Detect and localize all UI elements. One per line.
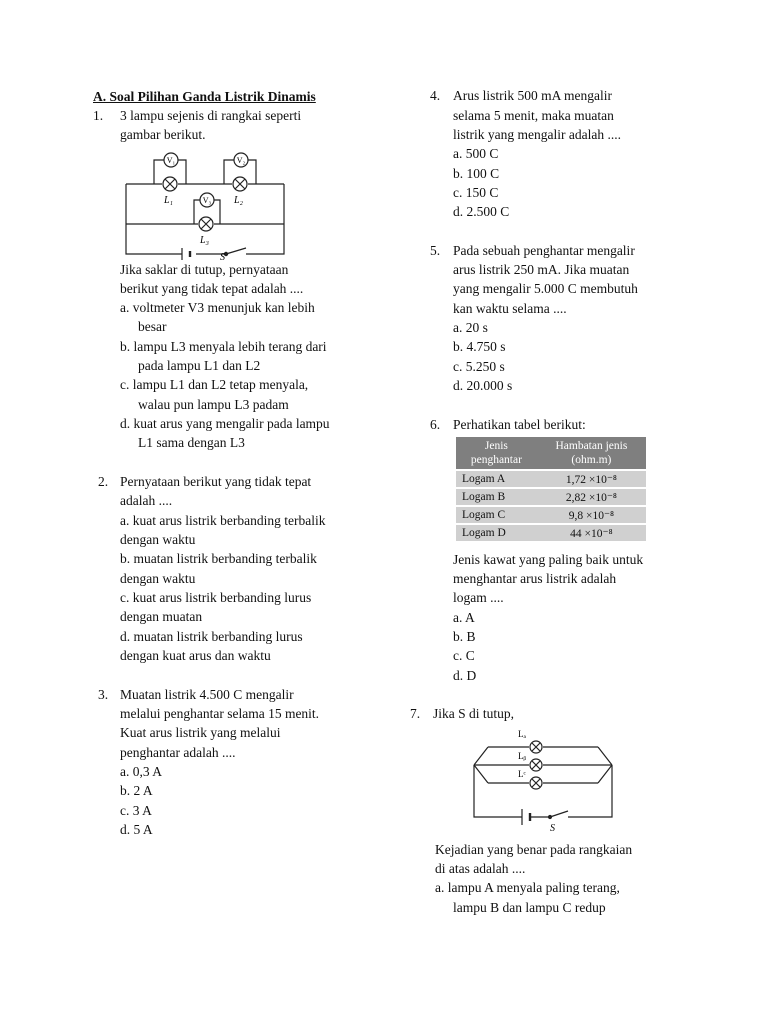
q6-option-d: d. D [453,668,477,683]
q6-question-line: menghantar arus listrik adalah [453,571,617,586]
q2-option-a: a. kuat arus listrik berbanding terbalik [120,513,326,528]
switch-label: S [220,252,225,260]
q3-line: melalui penghantar selama 15 menit. [120,706,320,721]
q4-option-a: a. 500 C [453,146,499,161]
q3-option-d: d. 5 A [120,822,153,837]
q7-option-a: a. lampu A menyala paling terang, [435,880,620,895]
q4-option-c: c. 150 C [453,185,499,200]
q7-number: 7. [410,706,421,721]
q5-line: arus listrik 250 mA. Jika muatan [453,262,630,277]
q1-option-b: b. lampu L3 menyala lebih terang dari [120,339,327,354]
v1-label: V₁ [166,156,176,165]
q1-question-line: Jika saklar di tutup, pernyataan [120,262,289,277]
q3-option-a: a. 0,3 A [120,764,162,779]
q6-option-b: b. B [453,629,476,644]
q1-option-a: a. voltmeter V3 menunjuk kan lebih [120,300,315,315]
q2-number: 2. [98,474,109,489]
q5-option-c: c. 5.250 s [453,359,505,374]
q3-option-b: b. 2 A [120,783,153,798]
table-header-row [456,437,646,470]
q4-option-b: b. 100 C [453,166,500,181]
q2-option-c: c. kuat arus listrik berbanding lurus [120,590,312,605]
q1-question-line: berikut yang tidak tepat adalah .... [120,281,304,296]
q1-option-d-cont: L1 sama dengan L3 [138,435,245,450]
la-label: Lₐ [518,729,526,739]
l3-label: L₃ [200,235,210,246]
q2-option-d: d. muatan listrik berbanding lurus [120,629,303,644]
table-cell: Logam D [456,524,537,541]
q2-line: Pernyataan berikut yang tidak tepat [120,474,312,489]
table-header-cell: Jenis penghantar [456,437,537,470]
q2-line: adalah .... [120,493,173,508]
q3-line: penghantar adalah .... [120,745,236,760]
q6-option-c: c. C [453,648,475,663]
q5-line: yang mengalir 5.000 C membutuh [453,281,638,296]
q6-question-line: logam .... [453,590,504,605]
q7-stem: Jika S di tutup, [433,706,515,721]
table-row [456,506,646,524]
q1-option-c-cont: walau pun lampu L3 padam [138,397,289,412]
table-cell: 2,82 ×10⁻⁸ [537,488,646,506]
l2-label: L₂ [234,195,244,206]
v3-label: V₃ [202,196,212,205]
table-cell: Logam B [456,488,537,506]
q5-option-a: a. 20 s [453,320,488,335]
table-row [456,524,646,541]
q6-stem: Perhatikan tabel berikut: [453,417,586,432]
q7-option-a-cont: lampu B dan lampu C redup [453,900,606,915]
section-title: A. Soal Pilihan Ganda Listrik Dinamis [93,89,316,104]
q4-line: listrik yang mengalir adalah .... [453,127,621,142]
q1-option-b-cont: pada lampu L1 dan L2 [138,358,261,373]
q2-option-d-cont: dengan kuat arus dan waktu [120,648,271,663]
q1-circuit-diagram [118,148,290,260]
q5-number: 5. [430,243,441,258]
q6-option-a: a. A [453,610,475,625]
q6-number: 6. [430,417,441,432]
lc-label: Lᶜ [518,769,526,779]
table-cell: Logam A [456,470,537,488]
q1-option-d: d. kuat arus yang mengalir pada lampu [120,416,330,431]
q1-option-c: c. lampu L1 dan L2 tetap menyala, [120,377,309,392]
q4-line: Arus listrik 500 mA mengalir [453,88,612,103]
q2-option-b: b. muatan listrik berbanding terbalik [120,551,317,566]
q3-number: 3. [98,687,109,702]
q5-line: kan waktu selama .... [453,301,567,316]
q3-option-c: c. 3 A [120,803,152,818]
q4-line: selama 5 menit, maka muatan [453,108,614,123]
switch-label: S [550,823,555,834]
q1-option-a-cont: besar [138,319,167,334]
q6-question-line: Jenis kawat yang paling baik untuk [453,552,644,567]
table-header-cell: Hambatan jenis (ohm.m) [537,437,646,470]
q2-option-a-cont: dengan waktu [120,532,196,547]
l1-label: L₁ [164,195,174,206]
q5-option-b: b. 4.750 s [453,339,506,354]
q4-option-d: d. 2.500 C [453,204,510,219]
q3-line: Muatan listrik 4.500 C mengalir [120,687,294,702]
table-row [456,488,646,506]
q5-option-d: d. 20.000 s [453,378,513,393]
q4-number: 4. [430,88,441,103]
table-cell: 9,8 ×10⁻⁸ [537,506,646,524]
q5-line: Pada sebuah penghantar mengalir [453,243,635,258]
table-cell: 44 ×10⁻⁸ [537,524,646,541]
table-cell: 1,72 ×10⁻⁸ [537,470,646,488]
q7-circuit-diagram [470,725,620,835]
q1-stem-line: 3 lampu sejenis di rangkai seperti [120,108,302,123]
q3-line: Kuat arus listrik yang melalui [120,725,281,740]
q1-stem-line: gambar berikut. [120,127,206,142]
q7-question-line: di atas adalah .... [435,861,526,876]
lb-label: Lᵦ [518,751,527,761]
v2-label: V₂ [236,156,246,165]
q2-option-c-cont: dengan muatan [120,609,203,624]
q1-number: 1. [93,108,104,123]
table-cell: Logam C [456,506,537,524]
resistivity-table [456,437,646,541]
q7-question-line: Kejadian yang benar pada rangkaian [435,842,633,857]
table-row [456,470,646,488]
q2-option-b-cont: dengan waktu [120,571,196,586]
